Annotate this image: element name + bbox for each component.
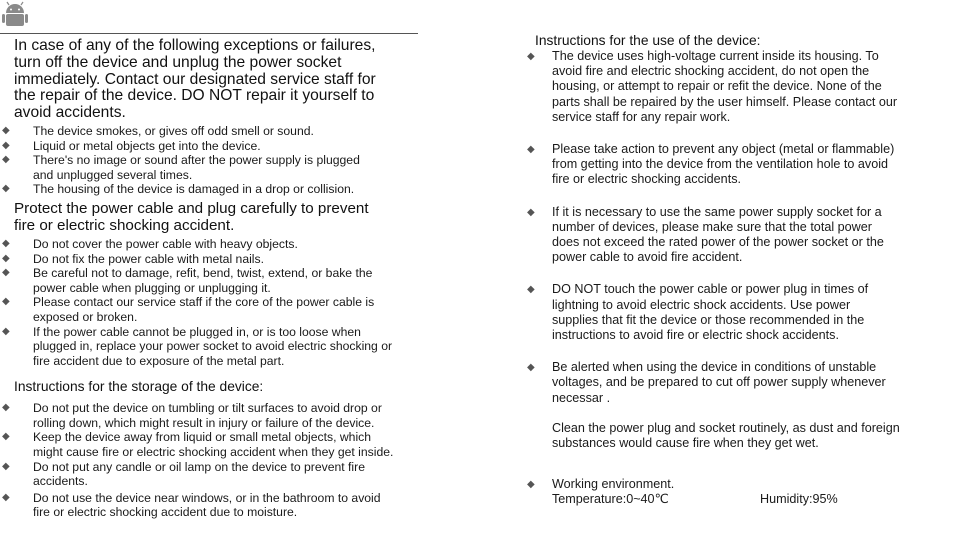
list-item: ◆ Keep the device away from liquid or small metal objects, which might cause fire or electric shocking accident when they get inside. xyxy=(2,430,394,460)
diamond-bullet-icon: ◆ xyxy=(2,267,10,279)
list-item: ◆ Liquid or metal objects get into the device. xyxy=(2,138,261,153)
list-item: ◆ The device uses high-voltage current inside its housing. To avoid fire and electric shocking accident, do not open the housing, or attempt to repair or refit the device. None of the parts shall be repaired by the user himself. Please contact our service staff for any repair work. xyxy=(527,49,898,124)
list-item: ◆ DO NOT touch the power cable or power plug in times of lightning to avoid electric shock accidents. Use power supplies that fit the device or those recommended in the instructions to avoid fire or electric shock accidents. xyxy=(527,282,869,343)
list-item: ◆ Be alerted when using the device in conditions of unstable voltages, and be prepared to cut off power supply whenever necessar . xyxy=(527,360,886,405)
left-column xyxy=(2,37,454,520)
diamond-bullet-icon: ◆ xyxy=(2,252,10,264)
failure-list xyxy=(2,123,454,197)
storage-list xyxy=(2,401,454,520)
list-item: ◆ Do not put the device on tumbling or tilt surfaces to avoid drop or rolling down, which might result in injury or failure of the device. xyxy=(2,401,382,430)
list-item: ◆ The housing of the device is damaged in a drop or collision. xyxy=(2,182,355,197)
diamond-bullet-icon: ◆ xyxy=(2,460,10,472)
diamond-bullet-icon: ◆ xyxy=(527,284,535,296)
right-column xyxy=(527,32,972,525)
header-rule xyxy=(0,33,418,34)
diamond-bullet-icon: ◆ xyxy=(527,206,535,218)
list-item: ◆ If the power cable cannot be plugged in, or is too loose when plugged in, replace your power socket to avoid electric shocking or fire accident due to exposure of the metal part. xyxy=(2,324,393,368)
list-item: ◆ Do not put any candle or oil lamp on the device to prevent fire accidents. xyxy=(2,459,365,489)
diamond-bullet-icon: ◆ xyxy=(527,144,535,156)
env-humidity: Humidity:95% xyxy=(760,492,838,507)
list-item: ◆ If it is necessary to use the same power supply socket for a number of devices, please make sure that the total power does not exceed the rated power of the power socket or the power cable to avoid fire accident. xyxy=(527,204,884,265)
diamond-bullet-icon: ◆ xyxy=(2,325,10,337)
diamond-bullet-icon: ◆ xyxy=(527,51,535,62)
usage-list xyxy=(527,49,972,406)
env-temperature: Temperature:0~40℃ xyxy=(552,492,669,507)
diamond-bullet-icon: ◆ xyxy=(2,491,10,503)
power-cable-list xyxy=(2,236,454,368)
diamond-bullet-icon: ◆ xyxy=(2,183,10,195)
env-label: Working environment. xyxy=(552,477,675,492)
list-item: ◆ Please take action to prevent any object (metal or flammable) from getting into the device from the ventilation hole to avoid fire or electric shocking accidents. xyxy=(527,142,895,187)
list-item: ◆ Do not fix the power cable with metal nails. xyxy=(2,251,264,266)
environment-list xyxy=(527,477,972,507)
android-robot-icon xyxy=(0,0,30,30)
list-item: ◆ Do not cover the power cable with heavy objects. xyxy=(2,236,298,251)
list-item xyxy=(527,477,972,507)
clean-note: Clean the power plug and socket routinely, as dust and foreign substances would cause fire when they get wet. xyxy=(552,420,900,451)
usage-section-heading: Instructions for the use of the device: xyxy=(535,33,761,48)
diamond-bullet-icon: ◆ xyxy=(527,479,535,491)
diamond-bullet-icon: ◆ xyxy=(2,154,10,166)
diamond-bullet-icon: ◆ xyxy=(2,237,10,249)
storage-section-heading: Instructions for the storage of the device: xyxy=(14,379,264,395)
diamond-bullet-icon: ◆ xyxy=(2,124,10,136)
diamond-bullet-icon: ◆ xyxy=(527,362,535,374)
diamond-bullet-icon: ◆ xyxy=(2,139,10,151)
power-cable-section-heading: Protect the power cable and plug carefully to prevent fire or electric shocking accident. xyxy=(14,199,369,235)
diamond-bullet-icon: ◆ xyxy=(2,296,10,308)
list-item: ◆ Please contact our service staff if the core of the power cable is exposed or broken. xyxy=(2,295,375,324)
diamond-bullet-icon: ◆ xyxy=(2,431,10,443)
list-item: ◆ Be careful not to damage, refit, bend, twist, extend, or bake the power cable when plugging or unplugging it. xyxy=(2,266,373,295)
diamond-bullet-icon: ◆ xyxy=(2,402,10,414)
failure-section-heading: In case of any of the following exceptions or failures, turn off the device and unplug the power socket immediately. Contact our designated service staff for the repair of the device. DO NOT repair it yourself to avoid accidents. xyxy=(14,37,376,122)
list-item: ◆ The device smokes, or gives off odd smell or sound. xyxy=(2,123,314,138)
list-item: ◆ There's no image or sound after the power supply is plugged and unplugged several times. xyxy=(2,153,360,182)
list-item: ◆ Do not use the device near windows, or in the bathroom to avoid fire or electric shocking accident due to moisture. xyxy=(2,490,381,520)
